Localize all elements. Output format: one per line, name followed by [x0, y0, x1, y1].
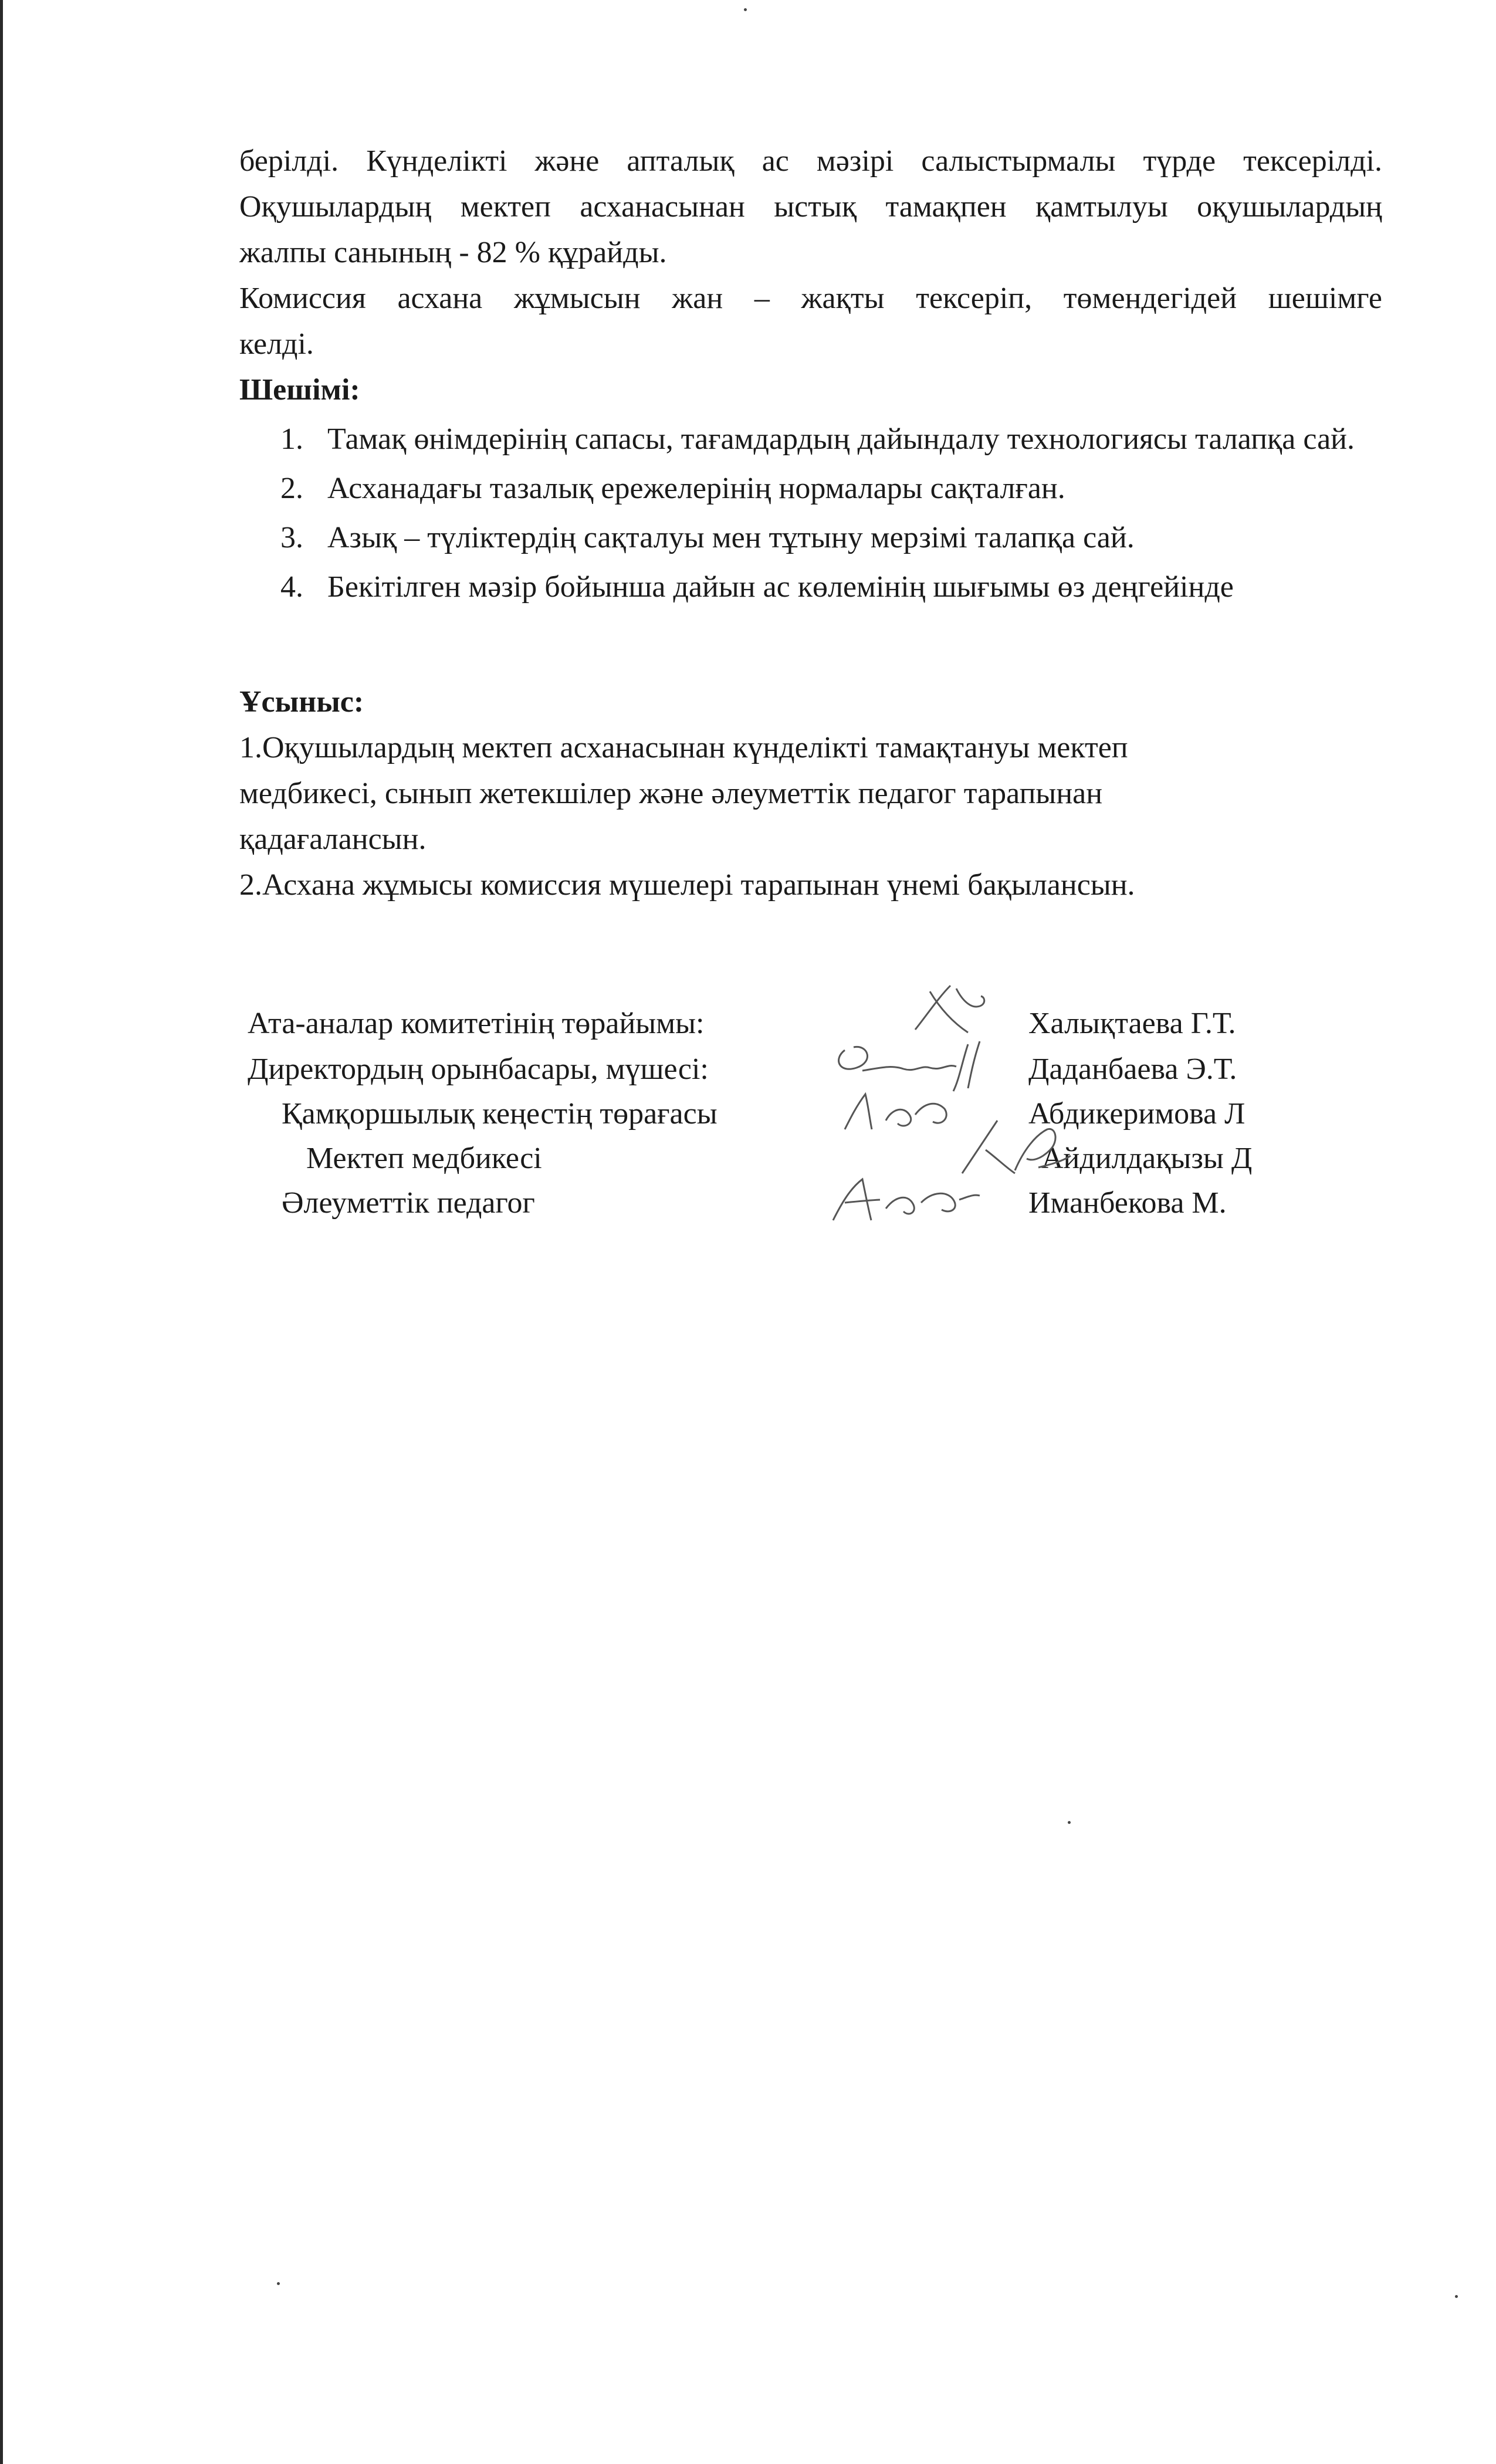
signature-role: Директордың орынбасары, мүшесі:: [248, 1052, 709, 1086]
signature-role: Мектеп медбикесі: [306, 1142, 542, 1175]
signature-role: Ата-аналар комитетінің төрайымы:: [248, 1007, 705, 1040]
list-item-number: 1.: [280, 422, 303, 456]
list-item: [280, 466, 1383, 512]
signature-row: [0, 1047, 1496, 1092]
scan-speck: [1068, 1821, 1071, 1824]
list-item-text: Тамақ өнімдерінің сапасы, тағамдардың дайындалу технологиясы талапқа сай.: [327, 422, 1355, 456]
text-line: берілді. Күнделікті және апталық ас мәзірі салыстырмалы түрде тексерілді.: [239, 144, 1382, 178]
text-line: жалпы санының - 82 % құрайды.: [239, 236, 667, 269]
scan-speck: [744, 8, 747, 11]
scan-speck: [277, 2282, 280, 2285]
list-item: [280, 564, 1383, 610]
signature-name: Даданбаева Э.Т.: [1028, 1052, 1237, 1086]
handwritten-signature: [821, 1167, 986, 1232]
text-line: медбикесі, сынып жетекшілер және әлеуметтік педагог тарапынан: [239, 777, 1103, 810]
scan-speck: [1455, 2295, 1458, 2298]
signature-role: Қамқоршылық кеңестің төрағасы: [282, 1097, 717, 1131]
decision-heading: Шешімі:: [239, 373, 360, 407]
signature-row: [0, 1091, 1496, 1137]
scan-left-edge: [0, 0, 3, 2464]
text-line: Комиссия асхана жұмысын жан – жақты тексеріп, төмендегідей шешімге: [239, 282, 1382, 315]
text-line: қадағалансын.: [239, 823, 427, 856]
text-line: келді.: [239, 327, 314, 361]
list-item: [280, 515, 1383, 561]
decision-list: [280, 417, 1383, 614]
signature-name: Иманбекова М.: [1028, 1186, 1227, 1220]
text-line: 1.Оқушылардың мектеп асханасынан күнделікті тамақтануы мектеп: [239, 731, 1128, 764]
text-line: 2.Асхана жұмысы комиссия мүшелері тарапынан үнемі бақылансын.: [239, 868, 1135, 902]
signature-name: Абдикеримова Л: [1028, 1097, 1245, 1131]
signature-row: [0, 1136, 1496, 1182]
list-item: [280, 417, 1383, 462]
signature-name: Халықтаева Г.Т.: [1028, 1007, 1236, 1040]
proposal-heading: Ұсыныс:: [239, 685, 364, 719]
list-item-text: Бекітілген мәзір бойынша дайын ас көлемінің шығымы өз деңгейінде: [327, 570, 1234, 604]
text-line: Оқушылардың мектеп асханасынан ыстық тамақпен қамтылуы оқушылардың: [239, 190, 1382, 224]
list-item-number: 4.: [280, 570, 303, 604]
list-item-number: 3.: [280, 521, 303, 554]
signature-row: [0, 1180, 1496, 1226]
signature-name: Айдилдақызы Д: [1041, 1142, 1253, 1175]
list-item-number: 2.: [280, 472, 303, 505]
list-item-text: Азық – түліктердің сақталуы мен тұтыну мерзімі талапқа сай.: [327, 521, 1135, 554]
list-item-text: Асханадағы тазалық ережелерінің нормалары сақталған.: [327, 472, 1065, 505]
proposal-section: [239, 679, 1382, 908]
signature-role: Әлеуметтік педагог: [282, 1186, 535, 1220]
intro-paragraph: [239, 138, 1382, 413]
handwritten-signature: [833, 1085, 962, 1138]
signature-row: [0, 1001, 1496, 1047]
